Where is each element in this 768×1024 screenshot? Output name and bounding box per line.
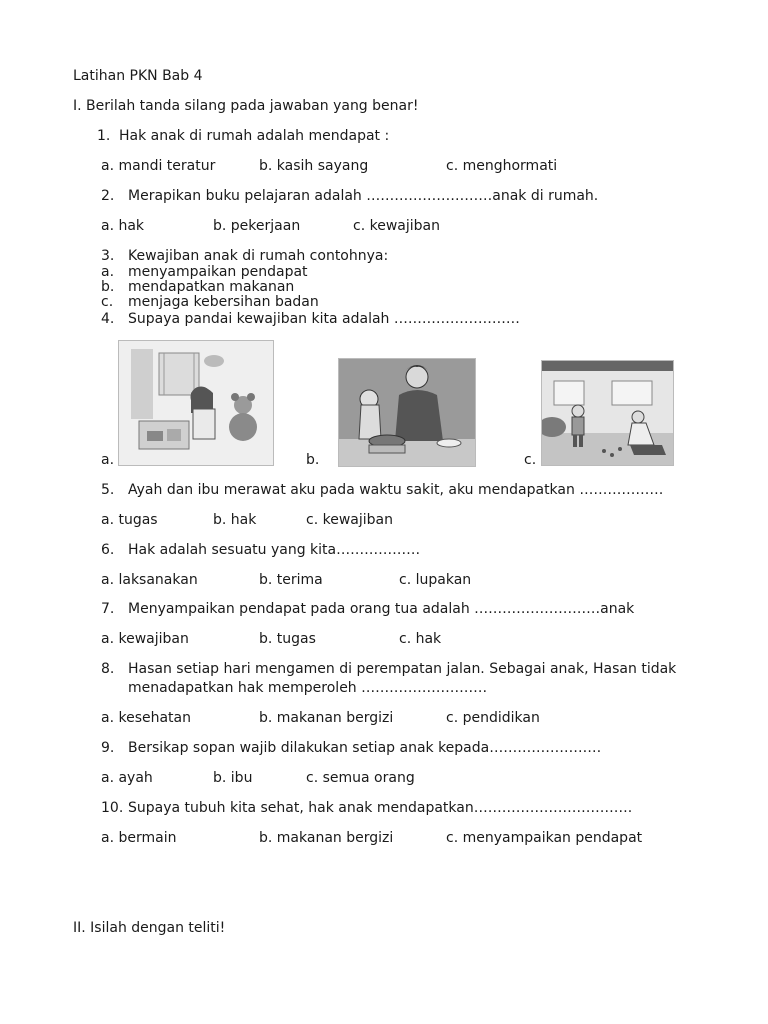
question-4-number: 4.	[101, 311, 115, 327]
question-3-option-b: mendapatkan makanan	[128, 279, 295, 295]
question-10-option-a: a. bermain	[101, 830, 177, 846]
question-9-option-a: a. ayah	[101, 770, 153, 786]
child-reading-icon	[118, 340, 274, 466]
question-2-option-a: a. hak	[101, 218, 145, 234]
question-10-text: Supaya tubuh kita sehat, hak anak mendapatkan…………………………….	[128, 800, 633, 816]
question-2-option-b: b. pekerjaan	[213, 218, 301, 234]
question-4-option-c: c.	[524, 452, 537, 468]
question-7-option-c: c. hak	[399, 631, 442, 647]
question-8-option-a: a. kesehatan	[101, 710, 192, 726]
question-5-text: Ayah dan ibu merawat aku pada waktu sakit, aku mendapatkan ………………	[128, 482, 664, 498]
question-8-text: Hasan setiap hari mengamen di perempatan jalan. Sebagai anak, Hasan tidak	[128, 661, 677, 677]
question-6-number: 6.	[101, 542, 115, 558]
question-8-option-b: b. makanan bergizi	[259, 710, 394, 726]
question-5-option-c: c. kewajiban	[306, 512, 393, 528]
question-1-option-c: c. menghormati	[446, 158, 558, 174]
question-10-number: 10.	[101, 800, 124, 816]
question-5-option-b: b. hak	[213, 512, 257, 528]
question-6-option-c: c. lupakan	[399, 572, 472, 588]
question-2-option-c: c. kewajiban	[353, 218, 440, 234]
question-1-number: 1.	[97, 128, 111, 144]
question-1-option-b: b. kasih sayang	[259, 158, 369, 174]
question-8-number: 8.	[101, 661, 115, 677]
question-7-option-a: a. kewajiban	[101, 631, 189, 647]
question-1-text: Hak anak di rumah adalah mendapat :	[119, 128, 390, 144]
question-9-text: Bersikap sopan wajib dilakukan setiap anak kepada……………………	[128, 740, 602, 756]
page-title: Latihan PKN Bab 4	[73, 68, 203, 84]
question-2-text: Merapikan buku pelajaran adalah ………………………anak di rumah.	[128, 188, 599, 204]
question-3-option-a-letter: a.	[101, 264, 115, 280]
question-8-text-continued: menadapatkan hak memperoleh ………………………	[128, 680, 488, 696]
question-3-option-c-letter: c.	[101, 294, 114, 310]
question-10-option-b: b. makanan bergizi	[259, 830, 394, 846]
section-1-heading: I. Berilah tanda silang pada jawaban yang benar!	[73, 98, 419, 114]
question-3-number: 3.	[101, 248, 115, 264]
question-7-number: 7.	[101, 601, 115, 617]
question-4-option-b: b.	[306, 452, 320, 468]
question-8-option-c: c. pendidikan	[446, 710, 540, 726]
question-7-text: Menyampaikan pendapat pada orang tua adalah ………………………anak	[128, 601, 635, 617]
question-4-text: Supaya pandai kewajiban kita adalah ………………………	[128, 311, 520, 327]
question-4-option-a: a.	[101, 452, 115, 468]
question-9-number: 9.	[101, 740, 115, 756]
question-9-option-c: c. semua orang	[306, 770, 415, 786]
cooking-with-mother-icon	[338, 358, 476, 467]
question-3-option-b-letter: b.	[101, 279, 115, 295]
question-3-option-c: menjaga kebersihan badan	[128, 294, 319, 310]
question-7-option-b: b. tugas	[259, 631, 316, 647]
question-6-text: Hak adalah sesuatu yang kita………………	[128, 542, 421, 558]
question-5-option-a: a. tugas	[101, 512, 158, 528]
question-10-option-c: c. menyampaikan pendapat	[446, 830, 643, 846]
question-1-option-a: a. mandi teratur	[101, 158, 216, 174]
question-6-option-b: b. terima	[259, 572, 323, 588]
question-9-option-b: b. ibu	[213, 770, 253, 786]
question-3-option-a: menyampaikan pendapat	[128, 264, 308, 280]
gardening-with-father-icon	[541, 360, 674, 466]
question-3-text: Kewajiban anak di rumah contohnya:	[128, 248, 389, 264]
section-2-heading: II. Isilah dengan teliti!	[73, 920, 226, 936]
question-2-number: 2.	[101, 188, 115, 204]
question-6-option-a: a. laksanakan	[101, 572, 198, 588]
question-5-number: 5.	[101, 482, 115, 498]
